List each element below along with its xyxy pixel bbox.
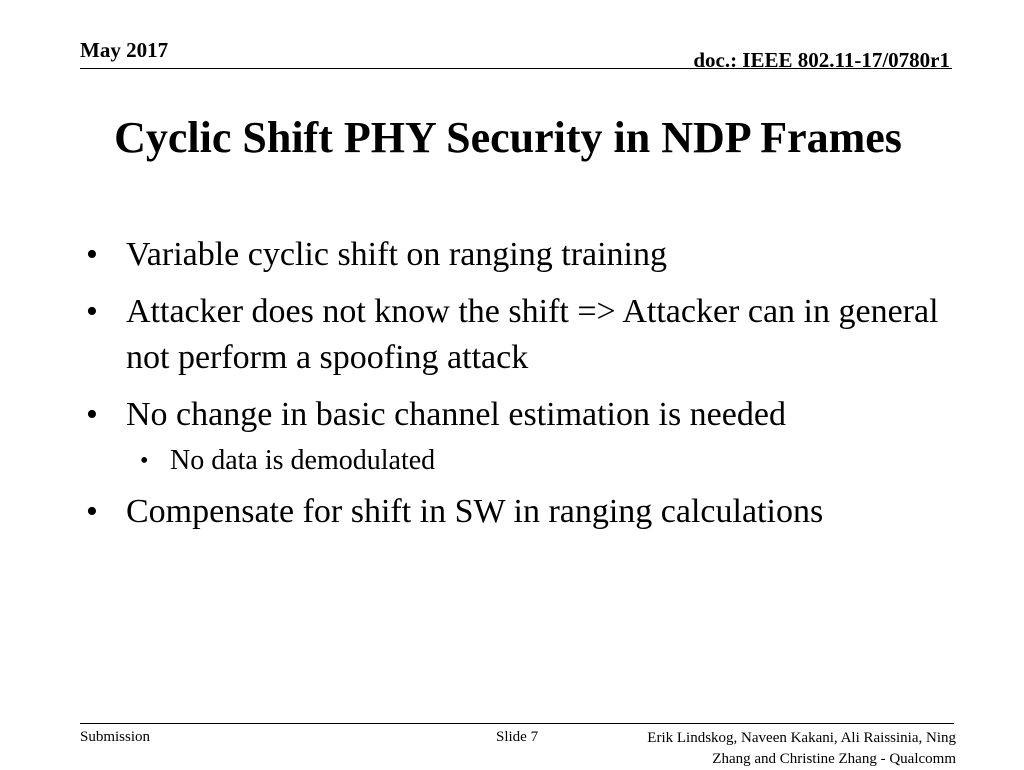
footer-slide-number: Slide 7 (496, 729, 539, 745)
bullet-text: Attacker does not know the shift => Attacker can in general not perform a spoofing attack (126, 293, 939, 376)
sub-bullet-icon: • (140, 448, 149, 474)
bullet-icon: • (86, 493, 98, 530)
bullet-text: No change in basic channel estimation is needed (126, 396, 786, 433)
header-doc-id: doc.: IEEE 802.11-17/0780r1 (693, 48, 950, 72)
footer-divider (80, 723, 954, 724)
bullet-item (80, 489, 940, 535)
header-divider (80, 68, 952, 69)
footer-authors (576, 728, 956, 770)
bullet-item (80, 289, 940, 381)
bullet-text: Variable cyclic shift on ranging training (126, 236, 667, 273)
header-date: May 2017 (80, 38, 169, 62)
sub-bullet-text: No data is demodulated (170, 445, 436, 476)
bullet-list (80, 232, 940, 546)
footer-authors-line2: Zhang and Christine Zhang - Qualcomm (712, 751, 956, 767)
footer-authors-line1: Erik Lindskog, Naveen Kakani, Ali Raissinia, Ning (647, 730, 956, 746)
bullet-item (80, 232, 940, 278)
bullet-icon: • (86, 236, 98, 273)
footer-submission: Submission (80, 729, 151, 745)
slide-title: Cyclic Shift PHY Security in NDP Frames (114, 113, 902, 162)
sub-bullet-item (80, 443, 940, 479)
bullet-item (80, 392, 940, 438)
bullet-text: Compensate for shift in SW in ranging calculations (126, 493, 824, 530)
bullet-icon: • (86, 396, 98, 433)
bullet-icon: • (86, 293, 98, 330)
